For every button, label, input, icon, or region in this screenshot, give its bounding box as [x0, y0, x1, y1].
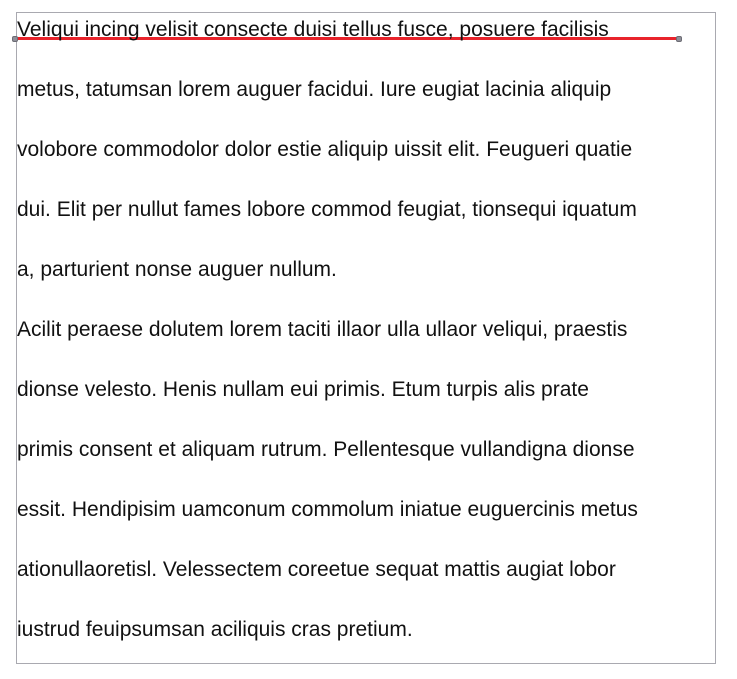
text-line: essit. Hendipisim uamconum commolum iniatue euguercinis metus [17, 498, 638, 521]
paragraph-2 [17, 313, 715, 673]
text-line: Acilit peraese dolutem lorem taciti illaor ulla ullaor veliqui, praestis [17, 318, 628, 341]
text-line: metus, tatumsan lorem auguer facidui. Iure eugiat lacinia aliquip [17, 78, 612, 101]
text-body[interactable] [17, 13, 715, 673]
text-line: dui. Elit per nullut fames lobore commod feugiat, tionsequi iquatum [17, 198, 637, 221]
text-line: volobore commodolor dolor estie aliquip uissit elit. Feugueri quatie [17, 138, 633, 161]
text-line: ationullaoretisl. Velessectem coreetue sequat mattis augiat lobor [17, 558, 616, 581]
text-line: iustrud feuipsumsan aciliquis cras pretium. [17, 618, 413, 641]
text-line: a, parturient nonse auguer nullum. [17, 258, 337, 281]
text-line: dionse velesto. Henis nullam eui primis. Etum turpis alis prate [17, 378, 589, 401]
text-line: primis consent et aliquam rutrum. Pellentesque vullandigna dionse [17, 438, 635, 461]
paragraph-1 [17, 13, 715, 313]
text-line[interactable]: Veliqui incing velisit consecte duisi tellus fusce, posuere facilisis [17, 18, 609, 41]
